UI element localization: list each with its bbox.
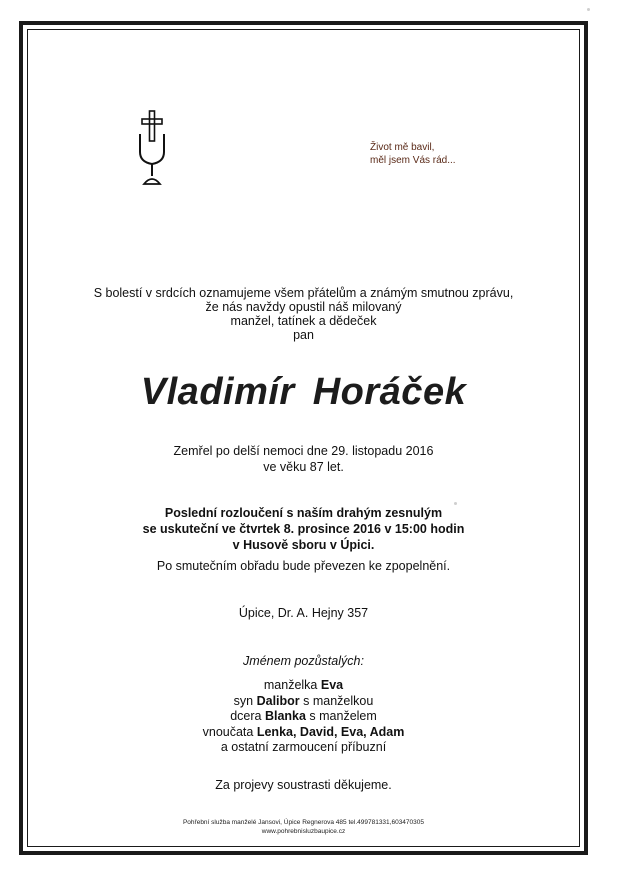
deceased-last-name: Horáček <box>312 371 467 413</box>
announcement-line-1: S bolestí v srdcích oznamujeme všem přátelům a známým smutnou zprávu, <box>93 286 514 300</box>
footer <box>27 818 580 836</box>
cremation-note: Po smutečním obřadu bude převezen ke zpopelnění. <box>156 559 451 573</box>
address: Úpice, Dr. A. Hejny 357 <box>238 606 369 620</box>
footer-website: www.pohrebnisluzbaupice.cz <box>261 828 346 835</box>
survivor-son-prefix: syn <box>233 693 257 708</box>
thanks: Za projevy soustrasti děkujeme. <box>215 778 392 792</box>
farewell-line-1: Poslední rozloučení s naším drahým zesnulým <box>164 506 443 520</box>
motto <box>370 141 456 167</box>
survivor-grandchildren <box>27 725 580 741</box>
scan-speck <box>587 8 590 11</box>
motto-line-1: Život mě bavil, <box>370 142 435 153</box>
on-behalf-heading: Jménem pozůstalých: <box>243 654 364 668</box>
death-line-2: ve věku 87 let. <box>263 460 344 474</box>
survivor-daughter-prefix: dcera <box>230 709 265 723</box>
survivor-daughter-name: Blanka <box>264 709 306 723</box>
survivor-grandchildren-prefix: vnoučata <box>202 724 257 739</box>
survivors-list <box>27 678 580 756</box>
footer-line-1: Pohřební služba manželé Jansovi, Úpice Regnerova 485 tel.499781331,603470305 <box>182 819 425 826</box>
deceased-first-name: Vladimír <box>140 371 295 413</box>
announcement-line-2: že nás navždy opustil náš milovaný <box>205 300 402 314</box>
survivor-grandchildren-names: Lenka, David, Eva, Adam <box>256 724 405 739</box>
survivor-son-name: Dalibor <box>256 693 300 708</box>
farewell-line-2: se uskuteční ve čtvrtek 8. prosince 2016 v 15:00 hodin <box>142 522 465 536</box>
deceased-name <box>27 369 580 415</box>
survivor-daughter-suffix: s manželem <box>305 709 377 723</box>
announcement-line-3: manžel, tatínek a dědeček <box>230 314 377 328</box>
survivor-wife-prefix: manželka <box>263 678 321 692</box>
chalice-cross-icon <box>137 110 167 188</box>
survivor-son-suffix: s manželkou <box>299 693 374 708</box>
announcement <box>27 286 580 342</box>
survivor-wife <box>27 678 580 694</box>
survivor-daughter <box>27 709 580 725</box>
survivor-son <box>27 694 580 710</box>
survivor-wife-name: Eva <box>320 678 344 692</box>
death-line-1: Zemřel po delší nemoci dne 29. listopadu 2016 <box>173 444 434 458</box>
farewell-info <box>27 505 580 553</box>
death-info <box>27 443 580 475</box>
survivor-others: a ostatní zarmoucení příbuzní <box>220 740 387 754</box>
announcement-line-4: pan <box>293 328 314 342</box>
motto-line-2: měl jsem Vás rád... <box>370 155 456 166</box>
farewell-line-3: v Husově sboru v Úpici. <box>232 538 375 552</box>
